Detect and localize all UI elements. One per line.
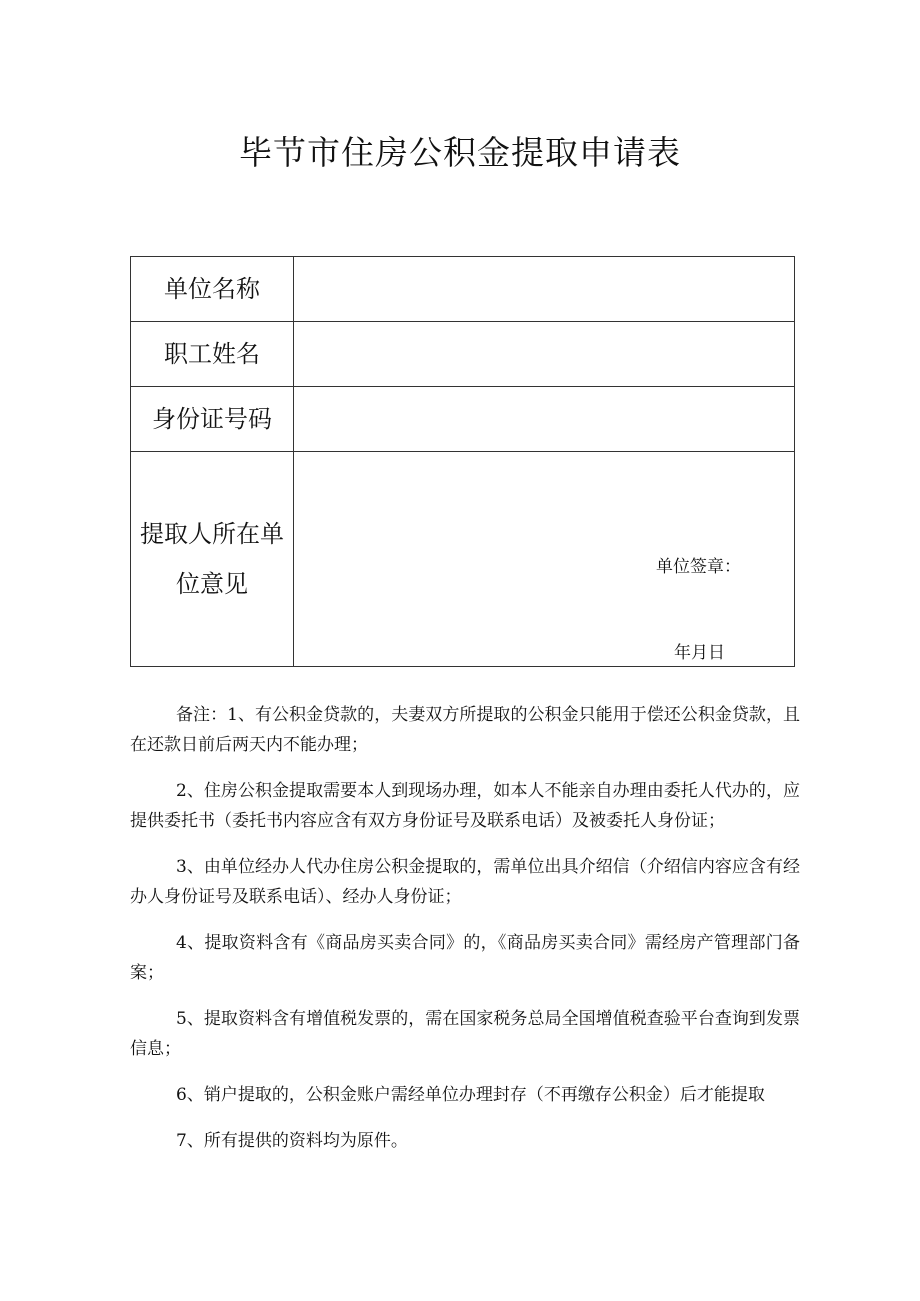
form-row-employee-name: [131, 322, 795, 387]
note-item: 5、提取资料含有增值税发票的，需在国家税务总局全国增值税查验平台查询到发票信息；: [130, 1009, 800, 1059]
note-item: 7、所有提供的资料均为原件。: [176, 1131, 408, 1151]
note-item: 备注：1、有公积金贷款的，夫妻双方所提取的公积金只能用于偿还公积金贷款，且在还款日前后两天内不能办理；: [130, 705, 800, 755]
application-form-table: [130, 256, 795, 667]
page-title: 毕节市住房公积金提取申请表: [239, 133, 681, 172]
unit-stamp-label: 单位签章：: [656, 557, 741, 577]
unit-opinion-label: 提取人所在单位意见: [131, 452, 294, 667]
unit-opinion-field[interactable]: [294, 452, 795, 667]
id-number-field[interactable]: [294, 387, 795, 452]
note-item: 3、由单位经办人代办住房公积金提取的，需单位出具介绍信（介绍信内容应含有经办人身份证号及联系电话）、经办人身份证；: [130, 857, 800, 907]
employee-name-field[interactable]: [294, 322, 795, 387]
id-number-label: 身份证号码: [131, 387, 294, 452]
note-item: 2、住房公积金提取需要本人到现场办理，如本人不能亲自办理由委托人代办的，应提供委托书（委托书内容应含有双方身份证号及联系电话）及被委托人身份证；: [130, 781, 800, 831]
date-label: 年月日: [674, 643, 725, 663]
note-item: 6、销户提取的，公积金账户需经单位办理封存（不再缴存公积金）后才能提取: [176, 1085, 765, 1105]
form-row-unit-opinion: [131, 452, 795, 667]
unit-name-field[interactable]: [294, 257, 795, 322]
notes-section: [130, 700, 800, 1172]
form-row-id-number: [131, 387, 795, 452]
unit-name-label: 单位名称: [131, 257, 294, 322]
employee-name-label: 职工姓名: [131, 322, 294, 387]
form-row-unit-name: [131, 257, 795, 322]
note-item: 4、提取资料含有《商品房买卖合同》的，《商品房买卖合同》需经房产管理部门备案；: [130, 933, 800, 983]
